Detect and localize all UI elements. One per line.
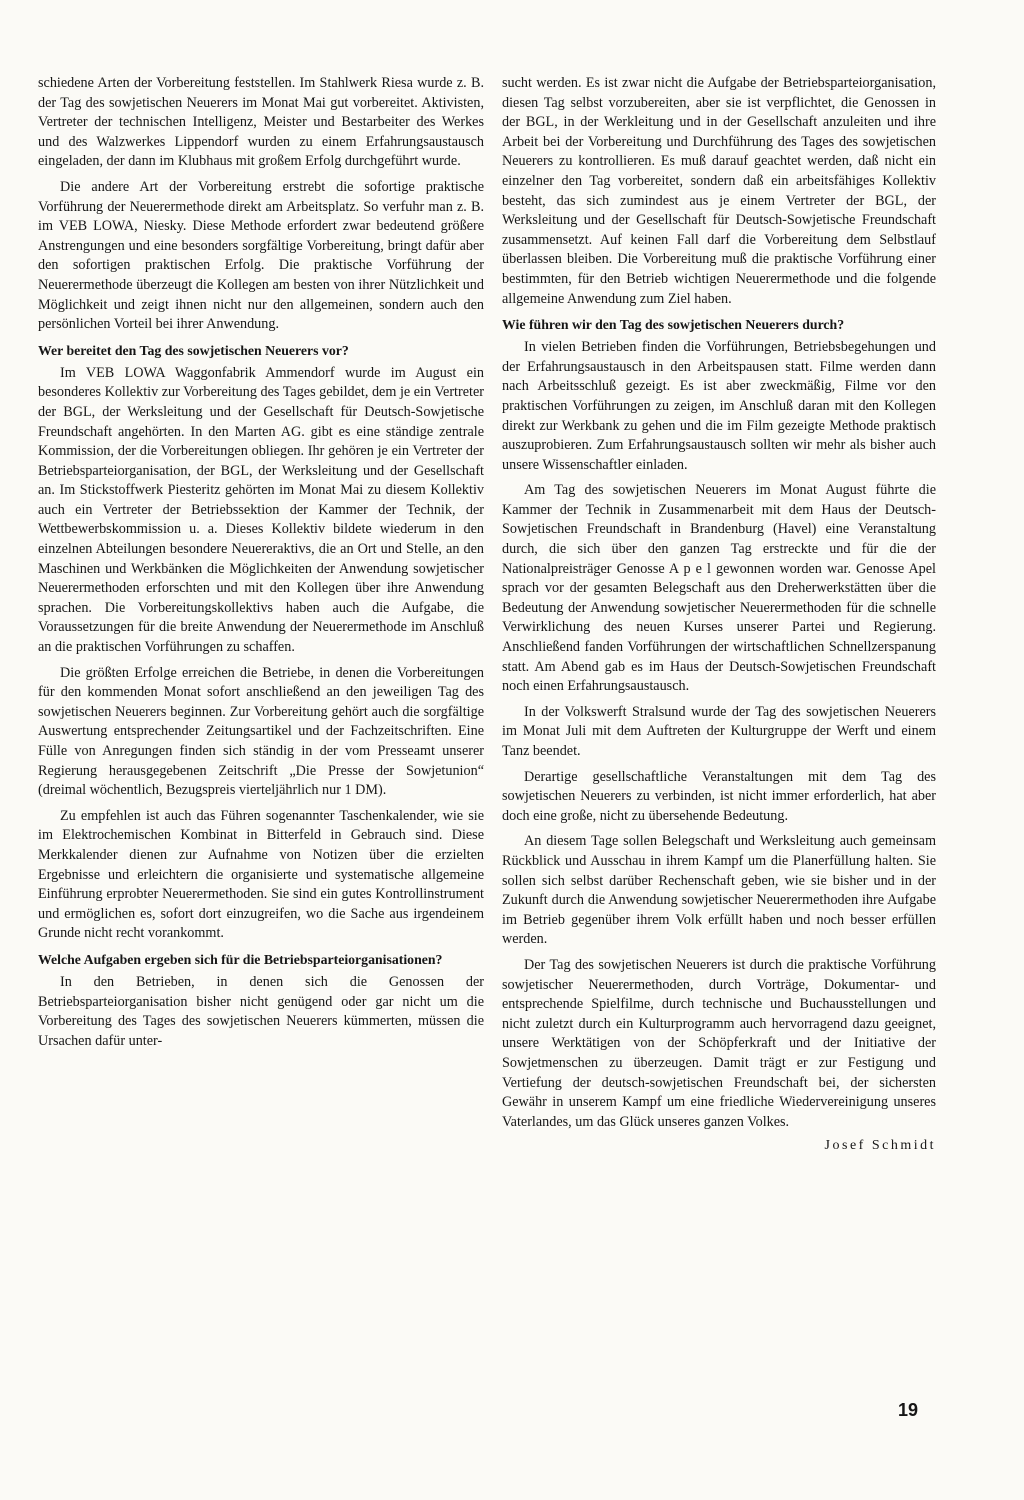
page-number: 19 <box>898 1400 919 1420</box>
paragraph: Die andere Art der Vorbereitung erstrebt die sofortige praktische Vorführung der Neuerermethode direkt am Arbeitsplatz. So verfuhr man z. B. im VEB LOWA, Niesky. Diese Methode erfordert zwar bedeutend größere Anstrengungen und eine besonders sorgfältige Vorbereitung, bringt dafür aber den sofortigen praktischen Erfolg. Die praktische Vorführung der Neuerermethode überzeugt die Kollegen am besten von ihrer Nützlichkeit und Möglichkeit und zeigt ihnen nicht nur den allgemeinen, sondern auch den persönlichen Vorteil bei ihrer Anwendung. <box>38 178 484 333</box>
section-heading: Wer bereitet den Tag des sowjetischen Neuerers vor? <box>38 342 349 358</box>
paragraph: sucht werden. Es ist zwar nicht die Aufgabe der Betriebsparteiorganisation, diesen Tag selbst vorzubereiten, aber sie ist verpflichtet, die Genossen in der BGL, in der Werkleitung und in der Gesellschaft anzuleiten und ihre Arbeit bei der Vorbereitung und Durchführung des Tages des sowjetischen Neuerers zu kontrollieren. Es muß darauf geachtet werden, daß nicht ein einzelner den Tag vorbereitet, sondern daß ein arbeitsfähiges Kollektiv besteht, das sich zumindest aus je einem Vertreter der BGL, der Werksleitung und der Gesellschaft für Deutsch-Sowjetische Freundschaft zusammensetzt. Auf keinen Fall darf die Vorbereitung dem Selbstlauf überlassen bleiben. Die Vorbereitung muß die praktische Vorführung einer bestimmten, für den Betrieb wichtigen Neuerermethode und die folgende allgemeine Anwendung zum Ziel haben. <box>502 75 936 307</box>
paragraph: In vielen Betrieben finden die Vorführungen, Betriebsbegehungen und der Erfahrungsaustausch in den Arbeitspausen statt. Filme werden dann nach Arbeitsschluß gezeigt. Es ist aber zweckmäßig, Filme vor den praktischen Vorführungen zu zeigen, im Anschluß daran mit den Kollegen direkt zur Werkbank zu gehen und die im Film gezeigte Methode praktisch auszuprobieren. Zum Erfahrungsaustausch sollten wir mehr als bisher auch unsere Wissenschaftler einladen. <box>502 339 936 473</box>
paragraph: Am Tag des sowjetischen Neuerers im Monat August führte die Kammer der Technik in Zusammenarbeit mit dem Haus der Deutsch-Sowjetischen Freundschaft in Brandenburg (Havel) eine Veranstaltung durch, die sich über den ganzen Tag erstreckte und für die der Nationalpreisträger Genosse A p e l gewonnen worden war. Genosse Apel sprach vor der gesamten Belegschaft aus den Dreherwerkstätten über die Bedeutung der Anwendung sowjetischer Neuerermethoden für die schnelle Verwirklichung des neuen Kurses unserer Partei und Regierung. Anschließend fanden Vorführungen der wirtschaftlichen Schnellzerspanung statt. Am Abend gab es im Haus der Deutsch-Sowjetischen Freundschaft noch einen Erfahrungsaustausch. <box>502 482 936 695</box>
section-heading: Welche Aufgaben ergeben sich für die Betriebsparteiorganisationen? <box>38 951 443 967</box>
paragraph: Zu empfehlen ist auch das Führen sogenannter Taschenkalender, wie sie im Elektrochemischen Kombinat in Bitterfeld in Gebrauch sind. Diese Merkkalender dienen zur Aufnahme von Notizen über die erzielten Ergebnisse und erleichtern die organisierte und systematische allgemeine Einführung erprobter Neuerermethoden. Sie sind ein gutes Kontrollinstrument und ermöglichen es, sofort dort einzugreifen, wo die Sache aus irgendeinem Grunde nicht recht vorankommt. <box>38 807 484 942</box>
paragraph: In den Betrieben, in denen sich die Genossen der Betriebsparteiorganisation bisher nicht genügend oder gar nicht um die Vorbereitung des Tages des sowjetischen Neuerers kümmerten, müssen die Ursachen dafür unter- <box>38 973 484 1049</box>
paragraph: Die größten Erfolge erreichen die Betriebe, in denen die Vorbereitungen für den kommenden Monat sofort anschließend an den jeweiligen Tag des sowjetischen Neuerers beginnen. Zur Vorbereitung gehört auch die sorgfältige Auswertung entsprechender Zeitungsartikel und der Fachzeitschriften. Eine Fülle von Anregungen finden sich ständig in der vom Presseamt unserer Regierung herausgegebenen Zeitschrift „Die Presse der Sowjetunion“ (dreimal wöchentlich, Bezugspreis vierteljährlich nur 1 DM). <box>38 664 484 799</box>
paragraph: Derartige gesellschaftliche Veranstaltungen mit dem Tag des sowjetischen Neuerers zu verbinden, ist nicht immer erforderlich, hat aber doch eine große, nicht zu übersehende Bedeutung. <box>502 768 936 824</box>
paragraph: schiedene Arten der Vorbereitung feststellen. Im Stahlwerk Riesa wurde z. B. der Tag des sowjetischen Neuerers im Monat Mai gut vorbereitet. Aktivisten, Vertreter der technischen Intelligenz, Meister und Bestarbeiter des Werkes und des Walzwerkes Lippendorf wurden zu einem Erfahrungsaustausch eingeladen, der dann im Klubhaus mit großem Erfolg durchgeführt wurde. <box>38 75 484 170</box>
author-signature: Josef Schmidt <box>824 1138 936 1154</box>
left-column <box>38 74 484 1057</box>
paragraph: An diesem Tage sollen Belegschaft und Werksleitung auch gemeinsam Rückblick und Ausschau in ihrem Kampf um die Planerfüllung halten. Sie sollen sich selbst darüber Rechenschaft geben, wie sie bisher und in der Zukunft durch die Anwendung sowjetischer Neuerermethoden ihre Aufgabe im Betrieb gegenüber ihrem Volk erfüllt haben und noch besser erfüllen werden. <box>502 833 936 948</box>
right-column <box>502 74 936 1154</box>
paragraph: Der Tag des sowjetischen Neuerers ist durch die praktische Vorführung sowjetischer Neuerermethoden, durch Vorträge, Dokumentar- und entsprechende Spielfilme, durch technische und Buchausstellungen und nicht zuletzt durch ein Kulturprogramm auch hervorragend dazu geeignet, unsere Werktätigen von der Schöpferkraft und der Initiative der Sowjetmenschen zu überzeugen. Damit trägt er zur Festigung und Vertiefung der deutsch-sowjetischen Freundschaft bei, der sichersten Gewähr in unserem Kampf um eine friedliche Wiedervereinigung unseres Vaterlandes, um das Glück unseres ganzen Volkes. <box>502 956 936 1130</box>
paragraph: Im VEB LOWA Waggonfabrik Ammendorf wurde im August ein besonderes Kollektiv zur Vorbereitung des Tages gebildet, dem je ein Vertreter der BGL, der Werksleitung und der Gesellschaft für Deutsch-Sowjetische Freundschaft angehörten. In den Marten AG. gibt es eine ständige zentrale Kommission, der die Vorbereitungen obliegen. Ihr gehören je ein Vertreter der Betriebsparteiorganisation, der BGL, der Werksleitung und der Gesellschaft an. Im Stickstoffwerk Piesteritz gehörten im Monat Mai zu diesem Kollektiv auch ein Vertreter der Betriebssektion der Kammer der Technik, der Wettbewerbskommission u. a. Dieses Kollektiv bildete wiederum in den einzelnen Abteilungen besondere Neuereraktivs, die an Ort und Stelle, an den Maschinen und Werkbänken die Möglichkeiten der Anwendung sowjetischer Neuerermethoden erforschten und mit den Kollegen über ihre Anwendung sprachen. Die Vorbereitungskollektivs haben auch die Aufgabe, die Voraussetzungen für die breite Anwendung der Neuerermethode im Anschluß an die praktischen Vorführungen zu schaffen. <box>38 364 484 656</box>
paragraph: In der Volkswerft Stralsund wurde der Tag des sowjetischen Neuerers im Monat Juli mit dem Auftreten der Kulturgruppe der Werft und einem Tanz beendet. <box>502 703 936 759</box>
section-heading: Wie führen wir den Tag des sowjetischen Neuerers durch? <box>502 317 845 333</box>
